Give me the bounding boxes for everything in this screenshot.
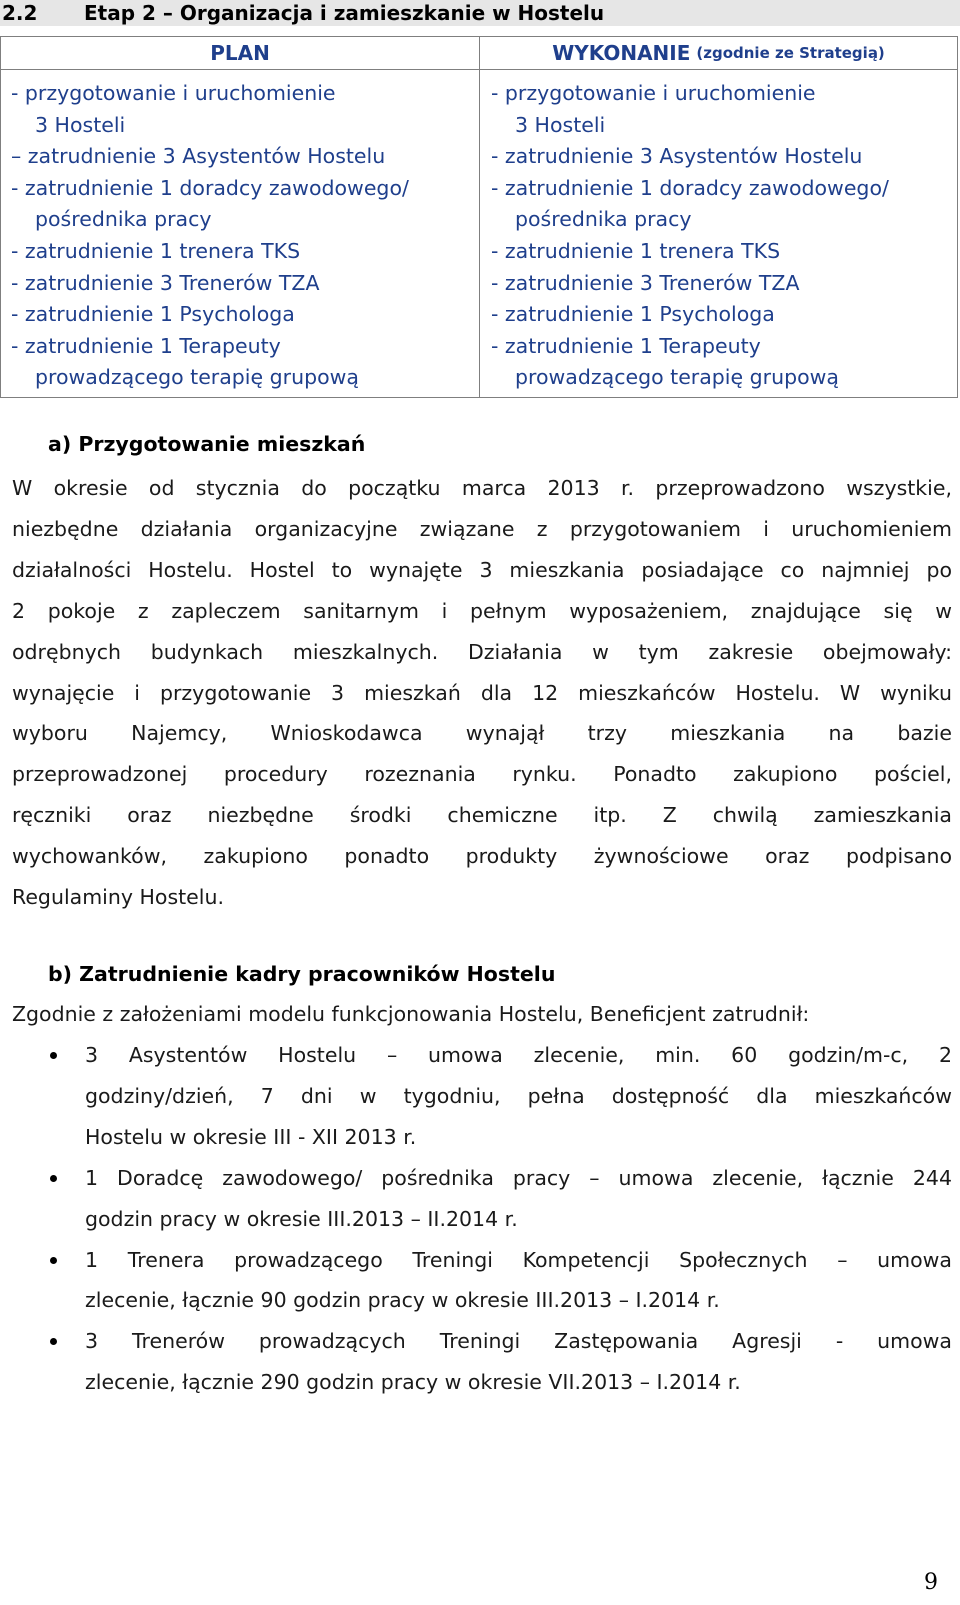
list-item: [12, 1035, 952, 1158]
list-item-line: 1 Doradcę zawodowego/ pośrednika pracy – umowa zlecenie, łącznie 244: [85, 1165, 952, 1190]
execution-header: [480, 37, 957, 70]
plan-header-label: PLAN: [210, 41, 270, 65]
execution-header-note: (zgodnie ze Strategią): [696, 44, 885, 62]
list-item-line: zlecenie, łącznie 90 godzin pracy w okresie III.2013 – I.2014 r.: [85, 1288, 720, 1313]
paragraph-line: W okresie od stycznia do początku marca 2013 r. przeprowadzono wszystkie,: [12, 476, 952, 500]
execution-column: [480, 37, 957, 397]
paragraph-line: 2 pokoje z zapleczem sanitarnym i pełnym wyposażeniem, znajdujące się w: [12, 598, 952, 623]
plan-header: [1, 37, 479, 70]
execution-line: prowadzącego terapię grupową: [515, 365, 839, 390]
page-number: 9: [924, 1570, 938, 1595]
execution-line: - zatrudnienie 1 Psychologa: [491, 302, 775, 327]
plan-column: [1, 37, 480, 397]
list-item-line: godzin pracy w okresie III.2013 – II.2014 r.: [85, 1206, 518, 1231]
paragraph-line: odrębnych budynkach mieszkalnych. Działania w tym zakresie obejmowały:: [12, 639, 952, 664]
staff-list: [12, 1035, 952, 1403]
plan-line: - zatrudnienie 1 Terapeuty: [11, 333, 281, 358]
plan-line: - przygotowanie i uruchomienie: [11, 81, 336, 105]
paragraph-line: wyboru Najemcy, Wnioskodawca wynajął trzy mieszkania na bazie: [12, 721, 952, 746]
plan-line: prowadzącego terapię grupową: [35, 365, 359, 390]
paragraph-line: niezbędne działania organizacyjne związane z przygotowaniem i uruchomieniem: [12, 516, 952, 541]
list-item-line: 3 Trenerów prowadzących Treningi Zastępowania Agresji - umowa: [85, 1329, 952, 1354]
bullet-icon: [50, 1257, 57, 1264]
paragraph-line: przeprowadzonej procedury rozeznania rynku. Ponadto zakupiono pościel,: [12, 762, 952, 787]
section-title: Etap 2 – Organizacja i zamieszkanie w Hostelu: [84, 1, 605, 25]
bullet-icon: [50, 1175, 57, 1182]
list-item-line: zlecenie, łącznie 290 godzin pracy w okresie VII.2013 – I.2014 r.: [85, 1370, 741, 1395]
execution-line: - zatrudnienie 3 Trenerów TZA: [491, 270, 800, 295]
part-b-intro: [12, 994, 952, 1035]
execution-line: pośrednika pracy: [515, 207, 692, 232]
list-item-line: 3 Asystentów Hostelu – umowa zlecenie, min. 60 godzin/m-c, 2: [85, 1043, 952, 1067]
paragraph-line: wynajęcie i przygotowanie 3 mieszkań dla 12 mieszkańców Hostelu. W wyniku: [12, 680, 952, 705]
part-a-heading: a) Przygotowanie mieszkań: [48, 432, 366, 456]
section-number: 2.2: [2, 1, 38, 25]
execution-line: - przygotowanie i uruchomienie: [491, 81, 816, 105]
plan-line: – zatrudnienie 3 Asystentów Hostelu: [11, 144, 386, 169]
execution-line: - zatrudnienie 1 Terapeuty: [491, 333, 761, 358]
list-item-line: godziny/dzień, 7 dni w tygodniu, pełna dostępność dla mieszkańców: [85, 1083, 952, 1108]
paragraph-line: ręczniki oraz niezbędne środki chemiczne itp. Z chwilą zamieszkania: [12, 803, 952, 828]
plan-cell: [1, 70, 479, 394]
execution-cell: [480, 70, 957, 394]
bullet-icon: [50, 1052, 57, 1059]
paragraph-line: działalności Hostelu. Hostel to wynajęte 3 mieszkania posiadające co najmniej po: [12, 557, 952, 582]
list-item-line: Hostelu w okresie III - XII 2013 r.: [85, 1124, 417, 1149]
plan-line: - zatrudnienie 3 Trenerów TZA: [11, 270, 320, 295]
paragraph-line: Regulaminy Hostelu.: [12, 885, 224, 910]
list-item-line: 1 Trenera prowadzącego Treningi Kompetencji Społecznych – umowa: [85, 1247, 952, 1272]
paragraph-line: Zgodnie z założeniami modelu funkcjonowania Hostelu, Beneficjent zatrudnił:: [12, 1002, 810, 1026]
execution-line: - zatrudnienie 1 doradcy zawodowego/: [491, 175, 889, 200]
list-item: [12, 1158, 952, 1240]
list-item: [12, 1321, 952, 1403]
plan-line: - zatrudnienie 1 trenera TKS: [11, 238, 301, 263]
part-a-paragraph: [12, 468, 952, 918]
plan-line: - zatrudnienie 1 Psychologa: [11, 302, 295, 327]
bullet-icon: [50, 1338, 57, 1345]
part-b-heading: b) Zatrudnienie kadry pracowników Hostelu: [48, 962, 556, 986]
plan-execution-table: [0, 36, 958, 398]
execution-header-label: WYKONANIE: [552, 41, 691, 65]
paragraph-line: wychowanków, zakupiono ponadto produkty żywnościowe oraz podpisano: [12, 844, 952, 869]
execution-line: - zatrudnienie 3 Asystentów Hostelu: [491, 144, 863, 169]
plan-line: 3 Hosteli: [35, 112, 126, 137]
plan-line: pośrednika pracy: [35, 207, 212, 232]
execution-line: - zatrudnienie 1 trenera TKS: [491, 238, 781, 263]
list-item: [12, 1240, 952, 1322]
execution-line: 3 Hosteli: [515, 112, 606, 137]
plan-line: - zatrudnienie 1 doradcy zawodowego/: [11, 175, 409, 200]
section-title-bar: [0, 0, 960, 26]
